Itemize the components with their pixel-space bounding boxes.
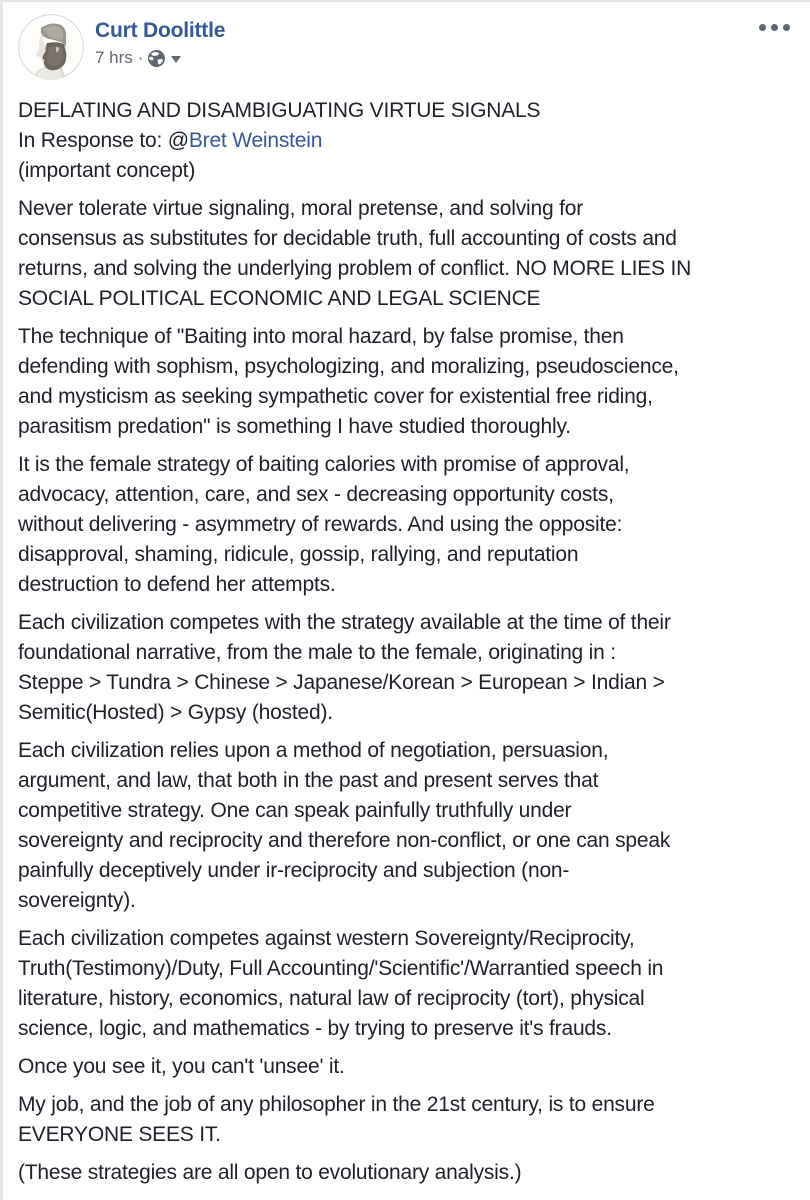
post-paragraph <box>18 608 800 728</box>
mention-link[interactable]: Bret Weinstein <box>188 129 323 152</box>
post-line: Each civilization relies upon a method of negotiation, persuasion, <box>18 739 609 762</box>
post-line: science, logic, and mathematics - by trying to preserve it's frauds. <box>18 1017 612 1040</box>
post-text <box>3 96 810 1188</box>
chevron-down-icon <box>171 56 181 63</box>
post-options-button[interactable] <box>757 18 792 37</box>
post-line: defending with sophism, psychologizing, and moralizing, pseudoscience, <box>18 355 679 378</box>
post-line: (These strategies are all open to evolutionary analysis.) <box>18 1161 522 1184</box>
post-line: SOCIAL POLITICAL ECONOMIC AND LEGAL SCIENCE <box>18 287 541 310</box>
post-line: parasitism predation" is something I have studied thoroughly. <box>18 415 571 438</box>
timestamp[interactable]: 7 hrs <box>95 48 133 67</box>
ellipsis-dot <box>771 24 778 31</box>
post-line: Each civilization competes against western Sovereignty/Reciprocity, <box>18 927 635 950</box>
post-line: It is the female strategy of baiting calories with promise of approval, <box>18 453 630 476</box>
post-line: foundational narrative, from the male to the female, originating in : <box>18 641 616 664</box>
post-line: EVERYONE SEES IT. <box>18 1123 221 1146</box>
post-line: sovereignty and reciprocity and therefore non-conflict, or one can speak <box>18 829 671 852</box>
post-line: Steppe > Tundra > Chinese > Japanese/Korean > European > Indian > <box>18 671 665 694</box>
post-header <box>3 2 810 80</box>
post-line: consensus as substitutes for decidable truth, full accounting of costs and <box>18 227 677 250</box>
post-paragraph <box>18 924 800 1044</box>
post-paragraph <box>18 1158 800 1188</box>
post-line: Semitic(Hosted) > Gypsy (hosted). <box>18 701 333 724</box>
post-line: advocacy, attention, care, and sex - decreasing opportunity costs, <box>18 483 614 506</box>
post-line: returns, and solving the underlying problem of conflict. NO MORE LIES IN <box>18 257 692 280</box>
post-line: Each civilization competes with the strategy available at the time of their <box>18 611 671 634</box>
post-note: (important concept) <box>18 159 196 182</box>
globe-icon <box>148 50 165 67</box>
post-card <box>3 2 810 1200</box>
post-line: Once you see it, you can't 'unsee' it. <box>18 1055 345 1078</box>
post-line: and mysticism as seeking sympathetic cover for existential free riding, <box>18 385 653 408</box>
post-paragraph <box>18 1052 800 1082</box>
post-paragraph <box>18 194 800 314</box>
post-paragraphs <box>18 194 800 1188</box>
ellipsis-dot <box>759 24 766 31</box>
post-line: competitive strategy. One can speak painfully truthfully under <box>18 799 572 822</box>
response-prefix: In Response to: @ <box>18 129 189 152</box>
post-line: painfully deceptively under ir-reciprocity and subjection (non- <box>18 859 570 882</box>
post-response-line <box>18 126 800 156</box>
post-meta <box>95 48 225 68</box>
avatar-sketch-image <box>18 14 84 80</box>
post-paragraph <box>18 1090 800 1150</box>
post-line: Never tolerate virtue signaling, moral pretense, and solving for <box>18 197 583 220</box>
header-text <box>95 14 225 68</box>
ellipsis-dot <box>783 24 790 31</box>
post-paragraph <box>18 736 800 916</box>
post-line: without delivering - asymmetry of rewards. And using the opposite: <box>18 513 623 536</box>
author-name[interactable]: Curt Doolittle <box>95 19 226 42</box>
post-paragraph <box>18 450 800 600</box>
post-line: literature, history, economics, natural law of reciprocity (tort), physical <box>18 987 645 1010</box>
post-title: DEFLATING AND DISAMBIGUATING VIRTUE SIGNALS <box>18 99 541 122</box>
meta-separator: · <box>137 48 144 67</box>
post-paragraph <box>18 322 800 442</box>
post-line: disapproval, shaming, ridicule, gossip, rallying, and reputation <box>18 543 579 566</box>
post-line: Truth(Testimony)/Duty, Full Accounting/'Scientific'/Warrantied speech in <box>18 957 664 980</box>
post-intro <box>18 96 800 186</box>
post-line: My job, and the job of any philosopher in the 21st century, is to ensure <box>18 1093 655 1116</box>
avatar[interactable] <box>18 14 84 80</box>
post-line: The technique of "Baiting into moral hazard, by false promise, then <box>18 325 624 348</box>
post-line: sovereignty). <box>18 889 136 912</box>
post-line: argument, and law, that both in the past and present serves that <box>18 769 599 792</box>
post-line: destruction to defend her attempts. <box>18 573 336 596</box>
privacy-selector[interactable] <box>148 50 181 67</box>
